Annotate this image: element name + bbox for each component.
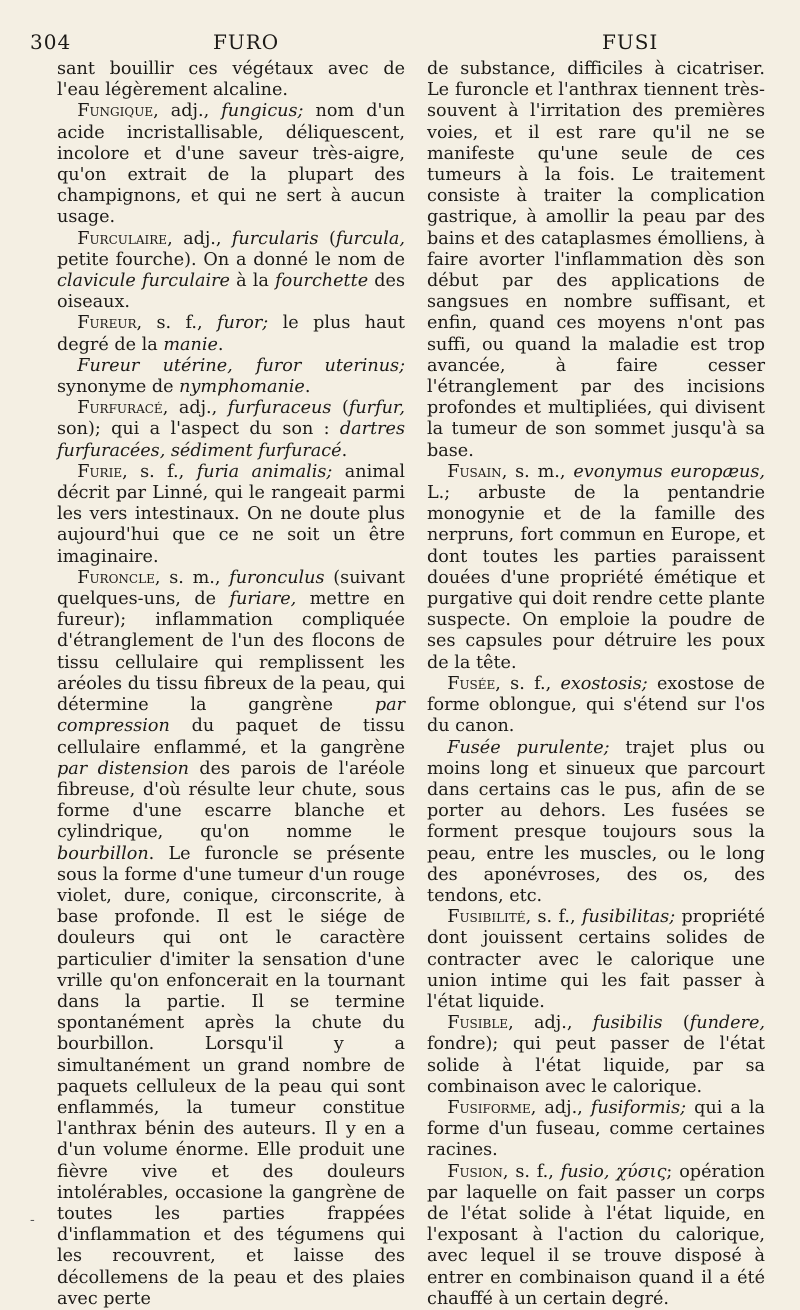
headword: Fungique — [77, 101, 154, 122]
entry-furculaire: Furculaire, adj., furcularis (furcula, petite fourche). On a donné le nom de clavicule furculaire à la fourchette des oiseaux. — [57, 228, 405, 313]
right-column — [427, 59, 765, 1310]
page-number: 304 — [30, 30, 72, 54]
entry-fungique: Fungique, adj., fungicus; nom d'un acide incristallisable, déliquescent, incolore et d'une saveur très-aigre, qu'on extrait de la plupart des champignons, et qui ne sert à aucun usage. — [57, 101, 405, 228]
entry-fureur-uterine: Fureur utérine, furor uterinus; synonyme de nymphomanie. — [57, 355, 405, 398]
entry-fusee: Fusée, s. f., exostosis; exostose de forme oblongue, qui s'étend sur l'os du canon. — [427, 673, 765, 737]
right-running-head: FUSI — [602, 30, 659, 54]
headword: Furoncle — [77, 567, 155, 588]
running-header — [30, 30, 770, 58]
headword: Fureur — [77, 313, 137, 334]
entry-fusion: Fusion, s. f., fusio, χύσις; opération par laquelle on fait passer un corps de l'état solide à l'état liquide, en l'exposant à l'action du calorique, avec lequel il se trouve disposé à entrer en combinaison quand il a été chauffé à un certain degré. — [427, 1161, 766, 1309]
headword: Fusiforme — [447, 1097, 531, 1118]
entry-furfurace: Furfuracé, adj., furfuraceus (furfur, son); qui a l'aspect du son : dartres furfuracées, sédiment furfuracé. — [57, 398, 405, 461]
headword: Fusion — [447, 1161, 503, 1182]
entry-continuation: de substance, difficiles à cicatriser. Le furoncle et l'anthrax tiennent très-souvent à l'irritation des premières voies, et il est rare qu'il ne se manifeste qu'une seule de ces tumeurs à la fois. Le traitement consiste à traiter la complication gastrique, à amollir la peau par des bains et des cataplasmes émolliens, à faire avorter l'inflammation dès son début par des applications de sangsues en nombre suffisant, et enfin, quand ces moyens n'ont pas suffi, ou quand la maladie est trop avancée, à faire cesser l'étranglement par des incisions profondes et multipliées, qui divisent la tumeur de son sommet jusqu'à sa base. — [427, 59, 765, 461]
entry-continuation: sant bouillir ces végétaux avec de l'eau légèrement alcaline. — [57, 59, 405, 101]
headword: Furfuracé — [77, 398, 163, 419]
headword: Furculaire — [77, 228, 168, 249]
headword: Fusain — [447, 461, 502, 482]
left-column — [57, 59, 405, 1310]
headword: Fusée — [447, 673, 496, 694]
entry-fureur: Fureur, s. f., furor; le plus haut degré de la manie. — [57, 313, 405, 355]
headword: Fusibilité — [447, 907, 526, 928]
margin-mark: - — [30, 1212, 35, 1228]
headword: Fusible — [447, 1013, 509, 1034]
left-running-head: FURO — [213, 30, 280, 54]
headword: Furie — [77, 461, 123, 482]
entry-fusible: Fusible, adj., fusibilis (fundere, fondre); qui peut passer de l'état solide à l'état liquide, par sa combinaison avec le calorique. — [427, 1013, 765, 1097]
entry-fusain: Fusain, s. m., evonymus europæus, L.; arbuste de la pentandrie monogynie et de la famille des nerpruns, fort commun en Europe, et dont toutes les parties paraissent douées d'une propriété émétique et purgative qui doit rendre cette plante suspecte. On emploie la poudre de ses capsules pour détruire les poux de la tête. — [427, 461, 765, 673]
entry-fusibilite: Fusibilité, s. f., fusibilitas; propriété dont jouissent certains solides de contracter avec le calorique une union intime qui les fait passer à l'état liquide. — [427, 907, 765, 1012]
entry-furoncle: Furoncle, s. m., furonculus (suivant quelques-uns, de furiare, mettre en fureur); inflammation compliquée d'étranglement de l'un des flocons de tissu cellulaire qui remplissent les aréoles du tissu fibreux de la peau, qui détermine la gangrène par compression du paquet de tissu cellulaire enflammé, et la gangrène par distension des parois de l'aréole fibreuse, d'où résulte leur chute, sous forme d'une escarre blanche et cylindrique, qu'on nomme le bourbillon. Le furoncle se présente sous la forme d'une tumeur d'un rouge violet, dure, conique, circonscrite, à base profonde. Il est le siége de douleurs qui ont le caractère particulier d'imiter la sensation d'une vrille qu'on enfoncerait en la tournant dans la partie. Il se termine spontanément après la chute du bourbillon. Lorsqu'il y a simultanément un grand nombre de paquets celluleux de la peau qui sont enflammés, la tumeur constitue l'anthrax bénin des auteurs. Il y en a d'un volume énorme. Elle produit une fièvre vive et des douleurs intolérables, occasione la gangrène de toutes les parties frappées d'inflammation et des tégumens qui les recouvrent, et laisse des décollemens de la peau et des plaies avec perte — [57, 567, 405, 1309]
entry-fusiforme: Fusiforme, adj., fusiformis; qui a la forme d'un fuseau, comme certaines racines. — [427, 1097, 766, 1161]
entry-fusee-purulente: Fusée purulente; trajet plus ou moins long et sinueux que parcourt dans certains cas le pus, afin de se porter au dehors. Les fusées se forment presque toujours sous la peau, entre les muscles, ou le long des aponévroses, des os, des tendons, etc. — [427, 737, 766, 906]
entry-furie: Furie, s. f., furia animalis; animal décrit par Linné, qui le rangeait parmi les vers intestinaux. On ne doute plus aujourd'hui que ce ne soit un être imaginaire. — [57, 461, 406, 567]
